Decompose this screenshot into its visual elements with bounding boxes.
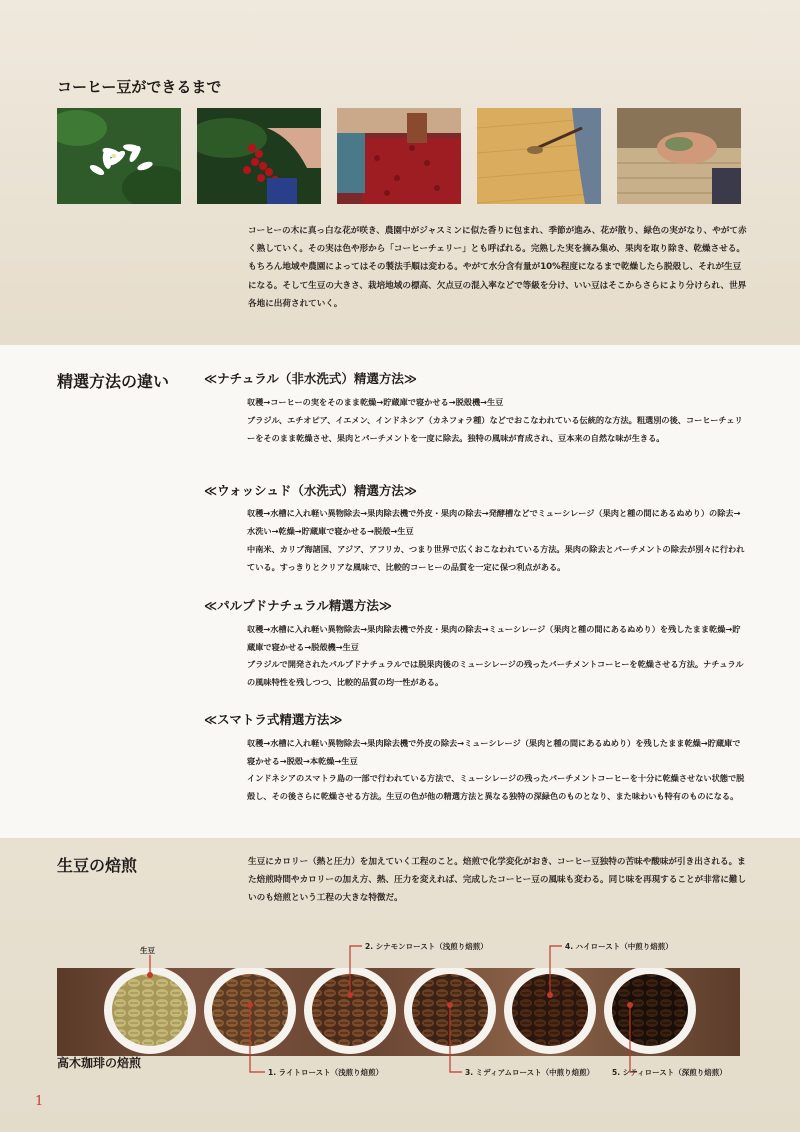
method-process-sumatra: 収穫→水槽に入れ軽い異物除去→果肉除去機で外皮の除去→ミューシレージ（果肉と種の間にあるぬめり）を残したまま乾燥→貯蔵庫で寝かせる→脱殻→本乾燥→生豆 (247, 738, 741, 766)
bean-making-body: コーヒーの木に真っ白な花が咲き、農園中がジャスミンに似た香りに包まれ、季節が進み、花が散り、緑色の実がなり、やがて赤く熟していく。その実は色や形から「コーヒーチェリー」とも呼ばれる。完熟した実を摘み集め、果肉を取り除き、乾燥させる。もちろん地域や農園によってはその製法手順は変わる。やがて水分含有量が10%程度になるまで乾燥したら脱殻し、それが生豆になる。そして生豆の大きさ、栽培地域の標高、欠点豆の混入率などで等級を分け、いい豆はそこからさらにより分けられ、世界各地に出荷されていく。 (248, 226, 747, 309)
label-cinnamon-roast: 2. シナモンロースト（浅煎り焙煎） (365, 942, 488, 951)
roasting-title: 生豆の焙煎 (57, 856, 138, 875)
method-description-washed: 中南米、カリブ海諸国、アジア、アフリカ、つまり世界で広くおこなわれている方法。果肉の除去とパーチメントの除去が別々に行われている。すっきりとクリアな風味で、比較的コーヒーの品質を一定に保つ利点がある。 (247, 544, 745, 572)
method-heading-washed: ≪ウォッシュド（水洗式）精選方法≫ (204, 483, 417, 498)
page-number: 1 (35, 1094, 44, 1109)
method-process-natural: 収穫→コーヒーの実をそのまま乾燥→貯蔵庫で寝かせる→脱殻機→生豆 (247, 397, 504, 407)
label-green-bean: 生豆 (140, 946, 155, 955)
photo-coffee-flowers (57, 108, 181, 204)
photo-hands-with-beans (617, 108, 741, 204)
bowl-city-roast (604, 968, 696, 1054)
method-description-pulped: ブラジルで開発されたパルプドナチュラルでは脱果肉後のミューシレージの残ったパーチメントコーヒーを乾燥させる方法。ナチュラルの風味特性を残しつつ、比較的品質の均一性がある。 (247, 659, 744, 687)
photo-drying-beans (477, 108, 601, 204)
photo-cherry-sorting (337, 108, 461, 204)
label-medium-roast: 3. ミディアムロースト（中煎り焙煎） (465, 1068, 595, 1077)
roasting-body: 生豆にカロリー（熱と圧力）を加えていく工程のこと。焙煎で化学変化がおき、コーヒー豆独特の苦味や酸味が引き出される。また焙煎時間やカロリーの加え方、熱、圧力を変えれば、完成したコーヒー豆の風味も変わる。同じ味を再現することが非常に難しいのも焙煎という工程の大きな特徴だ。 (248, 857, 747, 904)
refining-title: 精選方法の違い (57, 372, 170, 391)
bowl-green (104, 968, 196, 1054)
method-process-washed: 収穫→水槽に入れ軽い異物除去→果肉除去機で外皮・果肉の除去→発酵槽などでミューシレージ（果肉と種の間にあるぬめり）の除去→水洗い→乾燥→貯蔵庫で寝かせる→脱殻→生豆 (247, 508, 741, 536)
bowl-medium-roast (404, 968, 496, 1054)
bowl-cinnamon-roast (304, 968, 396, 1054)
label-light-roast: 1. ライトロースト（浅煎り焙煎） (268, 1068, 384, 1077)
method-description-sumatra: インドネシアのスマトラ島の一部で行われている方法で、ミューシレージの残ったパーチメントコーヒーを十分に乾燥させない状態で脱殻し、その後さらに乾燥させる方法。生豆の色が他の精選方法と異なる独特の深緑色のものとなり、また味わいも特有のものになる。 (247, 773, 745, 801)
method-heading-natural: ≪ナチュラル（非水洗式）精選方法≫ (204, 371, 417, 386)
bowl-light-roast (204, 968, 296, 1054)
roast-bowls-strip (57, 968, 740, 1056)
roasting-caption: 高木珈琲の焙煎 (57, 1056, 142, 1070)
method-heading-pulped: ≪パルプドナチュラル精選方法≫ (204, 598, 392, 613)
label-city-roast: 5. シティロースト（深煎り焙煎） (612, 1068, 727, 1077)
method-process-pulped: 収穫→水槽に入れ軽い異物除去→果肉除去機で外皮・果肉の除去→ミューシレージ（果肉と種の間にあるぬめり）を残したまま乾燥→貯蔵庫で寝かせる→脱殻機→生豆 (247, 624, 741, 652)
bowl-high-roast (504, 968, 596, 1054)
method-heading-sumatra: ≪スマトラ式精選方法≫ (204, 712, 343, 727)
bean-making-title: コーヒー豆ができるまで (57, 78, 222, 96)
photo-coffee-cherries (197, 108, 321, 204)
method-description-natural: ブラジル、エチオピア、イエメン、インドネシア（カネフォラ種）などでおこなわれている伝統的な方法。粗選別の後、コーヒーチェリーをそのまま乾燥させ、果肉とパーチメントを一度に除去。独特の風味が育成され、豆本来の自然な味が生きる。 (247, 415, 743, 443)
label-high-roast: 4. ハイロースト（中煎り焙煎） (565, 942, 673, 951)
